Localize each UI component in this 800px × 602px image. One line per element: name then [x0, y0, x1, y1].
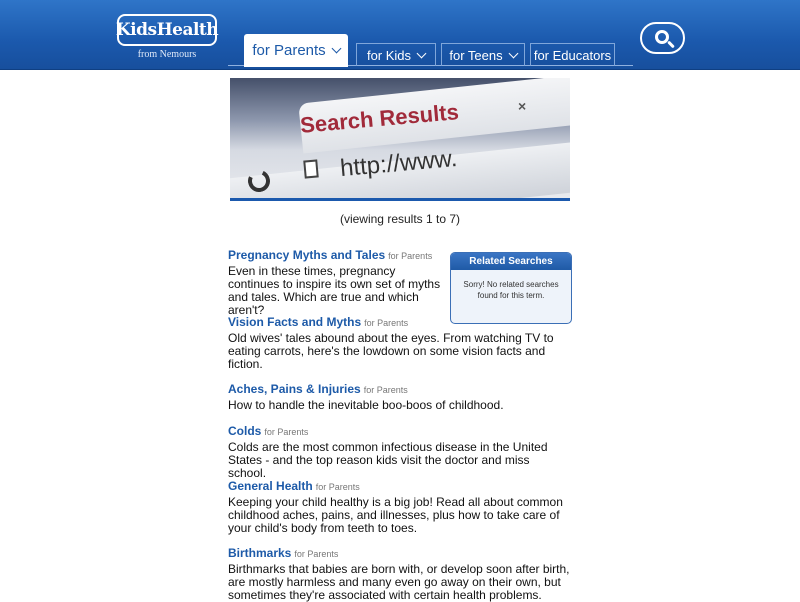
result-description: Old wives' tales abound about the eyes. From watching TV to eating carrots, here's the lowdown on some vision facts and fiction.: [228, 331, 554, 371]
related-searches-box: [450, 252, 572, 324]
tab-label: for Kids: [366, 47, 412, 63]
search-button[interactable]: [640, 22, 685, 54]
result-description: Colds are the most common infectious disease in the United States - and the top reason kids visit the doctor and miss school.: [228, 440, 548, 480]
result-audience: for Parents: [364, 318, 409, 328]
tab-for-educators[interactable]: [530, 43, 615, 66]
tab-label: for Parents: [252, 42, 326, 59]
banner-url: http://www.: [339, 144, 459, 183]
result-description: Birthmarks that babies are born with, or develop soon after birth, are mostly harmless and many even go away on their own, but sometimes they're associated with certain health problems.: [228, 562, 570, 602]
chevron-down-icon: [508, 48, 518, 58]
related-searches-title: Related Searches: [451, 253, 571, 270]
banner-title: Search Results: [299, 99, 460, 138]
chevron-down-icon: [417, 48, 427, 58]
document-icon: [303, 159, 319, 178]
result-item: [228, 383, 568, 412]
result-title-link[interactable]: General Health: [228, 479, 313, 493]
logo-box: [117, 14, 217, 46]
result-description: Even in these times, pregnancy continues to inspire its own set of myths and tales. Which are true and which aren't?: [228, 264, 441, 317]
result-title-link[interactable]: Colds: [228, 424, 262, 438]
result-item: [228, 249, 443, 317]
logo-text: KidsHealth: [115, 20, 219, 40]
result-description: How to handle the inevitable boo-boos of childhood.: [228, 398, 504, 412]
result-audience: for Parents: [315, 482, 360, 492]
site-header: [0, 0, 800, 70]
logo-subtitle: from Nemours: [137, 49, 197, 60]
tab-for-parents[interactable]: [244, 34, 348, 67]
result-description: Keeping your child healthy is a big job! Read all about common childhood aches, pains, and illnesses, plus how to take care of your child's body from teeth to toes.: [228, 495, 563, 535]
result-item: [228, 425, 568, 480]
result-item: [228, 480, 563, 535]
search-results-banner: [230, 78, 570, 201]
tab-for-kids[interactable]: [356, 43, 436, 66]
tab-label: for Educators: [533, 47, 612, 63]
close-icon: ×: [518, 98, 527, 114]
result-title-link[interactable]: Birthmarks: [228, 546, 292, 560]
chevron-down-icon: [331, 44, 341, 54]
tab-label: for Teens: [449, 47, 503, 63]
result-audience: for Parents: [388, 251, 433, 261]
result-audience: for Parents: [363, 385, 408, 395]
search-icon-handle: [667, 41, 675, 49]
result-audience: for Parents: [264, 427, 309, 437]
results-count: (viewing results 1 to 7): [339, 212, 461, 226]
result-title-link[interactable]: Vision Facts and Myths: [228, 315, 362, 329]
result-item: [228, 547, 578, 602]
result-title-link[interactable]: Pregnancy Myths and Tales: [228, 248, 386, 262]
result-audience: for Parents: [294, 549, 339, 559]
related-searches-message: Sorry! No related searches found for this term.: [463, 280, 559, 300]
kidshealth-logo[interactable]: [117, 14, 217, 58]
result-title-link[interactable]: Aches, Pains & Injuries: [228, 382, 361, 396]
tab-for-teens[interactable]: [441, 43, 525, 66]
result-item: [228, 316, 558, 371]
